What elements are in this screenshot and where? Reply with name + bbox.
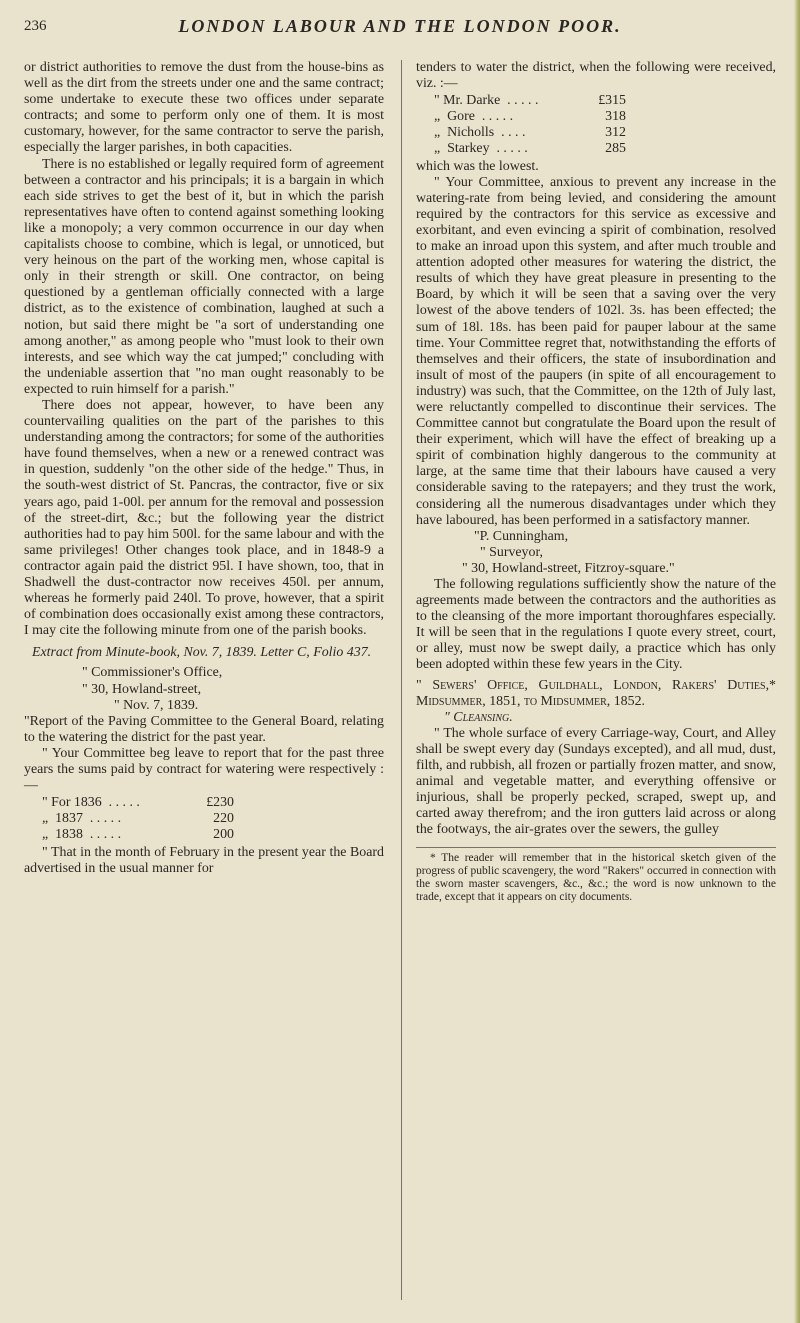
tender-name: " Mr. Darke . . . . . <box>434 93 539 109</box>
table-row <box>24 811 384 827</box>
column-divider <box>401 60 402 1300</box>
paragraph: There does not appear, however, to have been any countervailing qualities on the part of the parishes to this understanding among the contractors; for some of the authorities have found themselves, when a new or a renewed contract was in question, suddenly "on the other side of the hedge." Thus, in the south-west district of St. Pancras, the contractor, five or six years ago, paid 1-00l. per annum for the removal and possession of the street-dirt, &c.; but the following year the district authorities had to pay him 500l. for the same labour and with the same privileges! Other changes took place, and in 1848-9 a contractor again paid the district 95l. I have shown, too, that in Shadwell the dust-contractor now receives 450l. per annum, whereas he formerly paid 240l. To prove, however, that a spirit of combination does occasionally exist among these contractors, I may cite the following minute from one of the parish books. <box>24 397 384 639</box>
office-line: " 30, Howland-street, <box>82 681 202 697</box>
right-column <box>416 60 776 904</box>
tenders-table <box>416 93 776 157</box>
tender-name: „ Nicholls . . . . <box>434 125 526 141</box>
watering-sums-table <box>24 795 384 843</box>
signature-title: " Surveyor, <box>480 544 543 560</box>
year-label: „ 1837 . . . . . <box>42 811 122 827</box>
table-row <box>416 141 776 157</box>
tender-amount: 312 <box>605 125 626 141</box>
year-amount: 220 <box>213 811 234 827</box>
table-row <box>416 93 776 109</box>
paragraph: tenders to water the district, when the following were received, viz. :— <box>416 60 776 92</box>
table-row <box>24 795 384 811</box>
tender-name: „ Gore . . . . . <box>434 109 514 125</box>
office-line: " Nov. 7, 1839. <box>114 697 199 713</box>
office-address <box>24 665 384 713</box>
paragraph: or district authorities to remove the dust from the house-bins as well as the dirt from the streets under one and the same contract; some undertake to execute these two offices under separate contracts; and some to perform only one of them. It is most customary, however, for the same contractor to serve the parish, especially the larger parishes, in both capacities. <box>24 60 384 156</box>
year-amount: 200 <box>213 827 234 843</box>
year-label: " For 1836 . . . . . <box>42 795 140 811</box>
extract-heading: Extract from Minute-book, Nov. 7, 1839. Letter C, Folio 437. <box>32 645 372 661</box>
report-title: "Report of the Paving Committee to the General Board, relating to the watering the district for the past year. <box>24 713 384 745</box>
paragraph: " That in the month of February in the present year the Board advertised in the usual manner for <box>24 844 384 876</box>
tender-amount: 285 <box>605 141 626 157</box>
paragraph: The following regulations sufficiently show the nature of the agreements made between the contractors and the authorities as to the cleansing of the more important thoroughfares especially. It will be seen that in the regulations I quote every street, court, or alley, must now be swept daily, a practice which has only been adopted within these few years in the City. <box>416 577 776 673</box>
paragraph: There is no established or legally required form of agreement between a contractor and his principals; it is a bargain in which each side strives to get the best of it, but in which the parish representatives have often to contend against something looking like a monopoly; a very common occurrence in our day when capitalists choose to combine, which is legal, or unnoticed, but very heinous on the part of the working men, whose capital is only in their strength or skill. One contractor, on being questioned by a gentleman officially connected with a large district, as to the existence of combination, laughed at such a notion, but said there might be "a sort of understanding one among another," as among people who "must look to their own interests, and see which way the cat jumped;" concluding with the undeniable assertion that "no man ought reasonably to be expected to ruin himself for a parish." <box>24 156 384 397</box>
page-number: 236 <box>24 18 47 34</box>
page-header <box>0 14 800 44</box>
office-line: " Commissioner's Office, <box>82 665 223 681</box>
signature-block <box>416 529 776 577</box>
year-amount: £230 <box>206 795 234 811</box>
table-row <box>416 125 776 141</box>
signature-address: " 30, Howland-street, Fitzroy-square." <box>462 560 675 576</box>
document-heading: " Sewers' Office, Guildhall, London, Rakers' Duties,* Midsummer, 1851, to Midsummer, 1852. <box>416 677 776 709</box>
table-row <box>416 109 776 125</box>
page-edge <box>794 0 800 1323</box>
paragraph: which was the lowest. <box>416 158 539 174</box>
year-label: „ 1838 . . . . . <box>42 827 122 843</box>
footnote-text: * The reader will remember that in the historical sketch given of the progress of public scavengery, the word "Rakers" occurred in connection with the sworn master scavengers, &c., &c.; the word is now unknown to the trade, except that it appears on city documents. <box>416 851 776 903</box>
signature-name: "P. Cunningham, <box>474 528 569 544</box>
footnote <box>416 847 776 904</box>
tender-name: „ Starkey . . . . . <box>434 141 528 157</box>
paragraph: " The whole surface of every Carriage-way, Court, and Alley shall be swept every day (Sundays excepted), and all mud, dust, filth, and rubbish, all frozen or partially frozen matter, and snow, animal and vegetable matter, and everything offensive or injurious, shall be properly pecked, scraped, swept up, and carted away therefrom; and the iron gutters laid across or along the footways, the air-grates over the sewers, the gulley <box>416 725 776 838</box>
paragraph: " Your Committee beg leave to report that for the past three years the sums paid by contract for watering were respectively :— <box>24 745 384 794</box>
table-row <box>24 827 384 843</box>
paragraph: " Your Committee, anxious to prevent any increase in the watering-rate from being levied, and considering the amount required by the contractors for this service as excessive and exorbitant, and even evincing a spirit of combination, resolved to make an inroad upon this system, and after much trouble and attention adopted other measures for watering the district, the results of which they have great pleasure in presenting to the Board, by which it will be seen that a saving over the very lowest of the above tenders of 102l. 3s. has been effected; the sum of 18l. 18s. has been paid for pauper labour at the same time. Your Committee regret that, notwithstanding the efforts of themselves and their officers, the state of insubordination and insult of most of the paupers (in spite of all encouragement to industry) was such, that the Committee, on the 12th of July last, were reluctantly compelled to discontinue their services. The Committee cannot but congratulate the Board upon the result of their experiment, which will have the effect of breaking up a spirit of combination highly dangerous to the community at large, at the same time that their labours have caused a very considerable saving to the ratepayers; and they trust the work, considering all the numerous disadvantages under which they have laboured, has been performed in a satisfactory manner. <box>416 174 776 528</box>
running-title: LONDON LABOUR AND THE LONDON POOR. <box>178 16 622 36</box>
tender-amount: £315 <box>598 93 626 109</box>
left-column <box>24 60 384 877</box>
section-heading: " Cleansing. <box>444 709 513 725</box>
tender-amount: 318 <box>605 109 626 125</box>
